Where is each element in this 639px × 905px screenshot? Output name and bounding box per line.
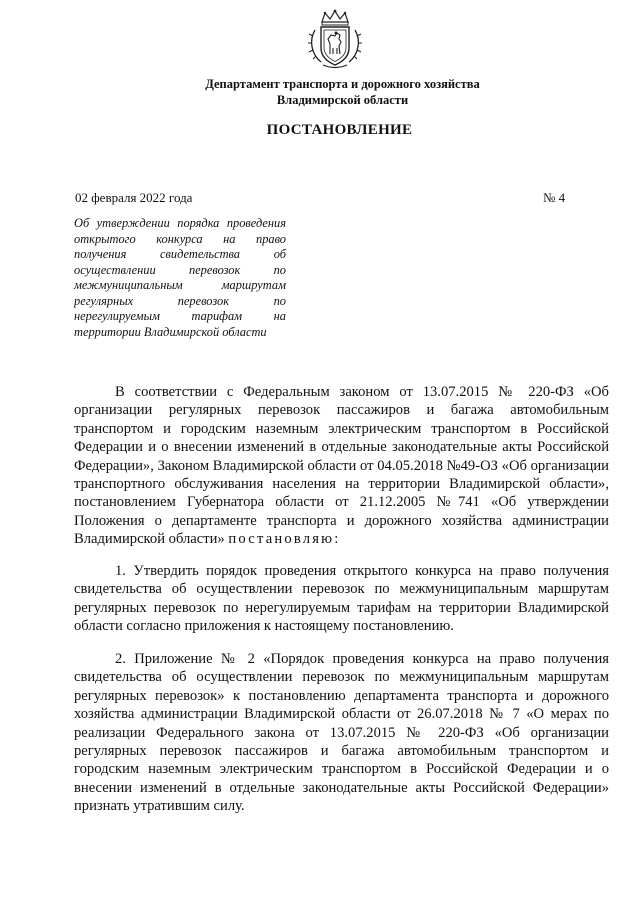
document-type-text: ПОСТАНОВЛЕНИЕ	[266, 122, 413, 138]
subject-line: нерегулируемым тарифам на	[74, 309, 286, 323]
department-name-line2: Владимирской области	[276, 93, 409, 107]
subject-line: регулярных перевозок по	[74, 293, 286, 308]
department-name	[0, 76, 639, 108]
subject-line: получения свидетельства об	[74, 247, 286, 261]
subject-line: Об утверждении порядка проведения	[74, 216, 286, 230]
subject-line: осуществлении перевозок по	[74, 262, 286, 277]
department-name-line1: Департамент транспорта и дорожного хозяйства	[205, 77, 480, 91]
subject-line: межмуниципальным маршрутам	[74, 278, 286, 292]
document-date: 02 февраля 2022 года	[75, 190, 193, 205]
item-1-paragraph: 1. Утвердить порядок проведения открытого конкурса на право получения свидетельства об осуществлении перевозок по межмуниципальным маршрутам регулярных перевозок по нерегулируемым тарифам на территории Владимирской области согласно приложения к настоящему постановлению.	[74, 563, 609, 635]
decree-word: постановляю:	[228, 531, 341, 548]
document-subject	[74, 216, 286, 340]
document-type-heading	[0, 122, 639, 139]
subject-line: открытого конкурса на право	[74, 231, 286, 246]
document-number: № 4	[543, 190, 566, 205]
item-2-paragraph: 2. Приложение № 2 «Порядок проведения конкурса на право получения свидетельства об осуществлении перевозок по межмуниципальным маршрутам регулярных перевозок» к постановлению департамента транспорта и дорожного хозяйства администрации Владимирской области от 26.07.2018 № 7 «О мерах по реализации Федерального закона от 13.07.2015 № 220-ФЗ «Об организации регулярных перевозок пассажиров и багажа автомобильным транспортом и городским наземным электрическим транспортом в Российской Федерации и о внесении изменений в отдельные законодательные акты Российской Федерации» признать утратившим силу.	[74, 651, 609, 815]
preamble-text: В соответствии с Федеральным законом от 13.07.2015 № 220-ФЗ «Об организации регулярных перевозок пассажиров и багажа автомобильным транспортом и городским наземным электрическим транспортом в Российской Федерации и о внесении изменений в отдельные законодательные акты Российской Федерации», Законом Владимирской области от 04.05.2018 №49-ОЗ «Об организации транспортного обслуживания населения на территории Владимирской области», постановлением Губернатора области от 21.12.2005 №741 «Об утверждении Положения о департаменте транспорта и дорожного хозяйства администрации Владимирской области»	[74, 384, 609, 548]
preamble-paragraph	[74, 383, 609, 549]
subject-line: территории Владимирской области	[74, 324, 267, 339]
coat-of-arms-icon	[305, 8, 365, 70]
